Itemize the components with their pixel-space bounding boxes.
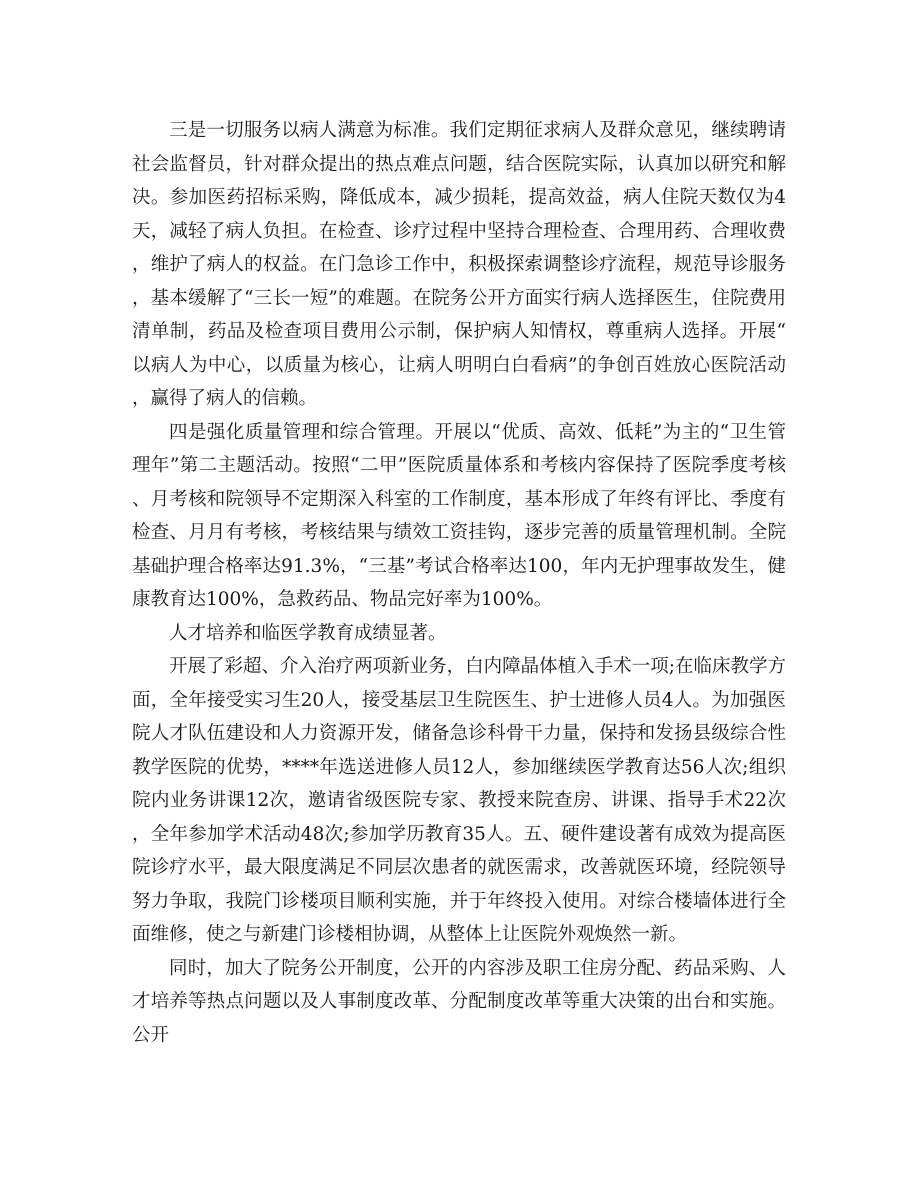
paragraph-quality-management: 四是强化质量管理和综合管理。开展以“优质、高效、低耗”为主的“卫生管理年”第二主题活动。按照“二甲”医院质量体系和考核内容保持了医院季度考核、月考核和院领导不定期深入科室的工作制度，基本形成了年终有评比、季度有检查、月月有考核，考核结果与绩效工资挂钩，逐步完善的质量管理机制。全院基础护理合格率达91.3%，“三基”考试合格率达100，年内无护理事故发生，健康教育达100%，急救药品、物品完好率为100%。 (132, 421, 786, 610)
paragraph-talent-heading: 人才培养和临医学教育成绩显著。 (169, 622, 447, 644)
paragraph-patient-satisfaction: 三是一切服务以病人满意为标准。我们定期征求病人及群众意见，继续聘请社会监督员，针对群众提出的热点难点问题，结合医院实际，认真加以研究和解决。参加医药招标采购，降低成本，减少损耗，提高效益，病人住院天数仅为4天，减轻了病人负担。在检查、诊疗过程中坚持合理检查、合理用药、合理收费，维护了病人的权益。在门急诊工作中，积极探索调整诊疗流程，规范导诊服务，基本缓解了“三长一短”的难题。在院务公开方面实行病人选择医生，住院费用清单制，药品及检查项目费用公示制，保护病人知情权，尊重病人选择。开展“以病人为中心，以质量为核心，让病人明明白白看病”的争创百姓放心医院活动，赢得了病人的信赖。 (132, 120, 786, 409)
document-body (132, 114, 786, 1052)
paragraph-talent-training: 开展了彩超、介入治疗两项新业务，白内障晶体植入手术一项;在临床教学方面，全年接受实习生20人，接受基层卫生院医生、护士进修人员4人。为加强医院人才队伍建设和人力资源开发，储备急诊科骨干力量，保持和发扬县级综合性教学医院的优势，****年选送进修人员12人，参加继续医学教育达56人次;组织院内业务讲课12次，邀请省级医院专家、教授来院查房、讲课、指导手术22次，全年参加学术活动48次;参加学历教育35人。五、硬件建设著有成效为提高医院诊疗水平，最大限度满足不同层次患者的就医需求，改善就医环境，经院领导努力争取，我院门诊楼项目顺利实施，并于年终投入使用。对综合楼墙体进行全面维修，使之与新建门诊楼相协调，从整体上让医院外观焕然一新。 (132, 656, 786, 945)
paragraph-affairs-disclosure: 同时，加大了院务公开制度，公开的内容涉及职工住房分配、药品采购、人才培养等热点问题以及人事制度改革、分配制度改革等重大决策的出台和实施。公开 (132, 957, 786, 1046)
